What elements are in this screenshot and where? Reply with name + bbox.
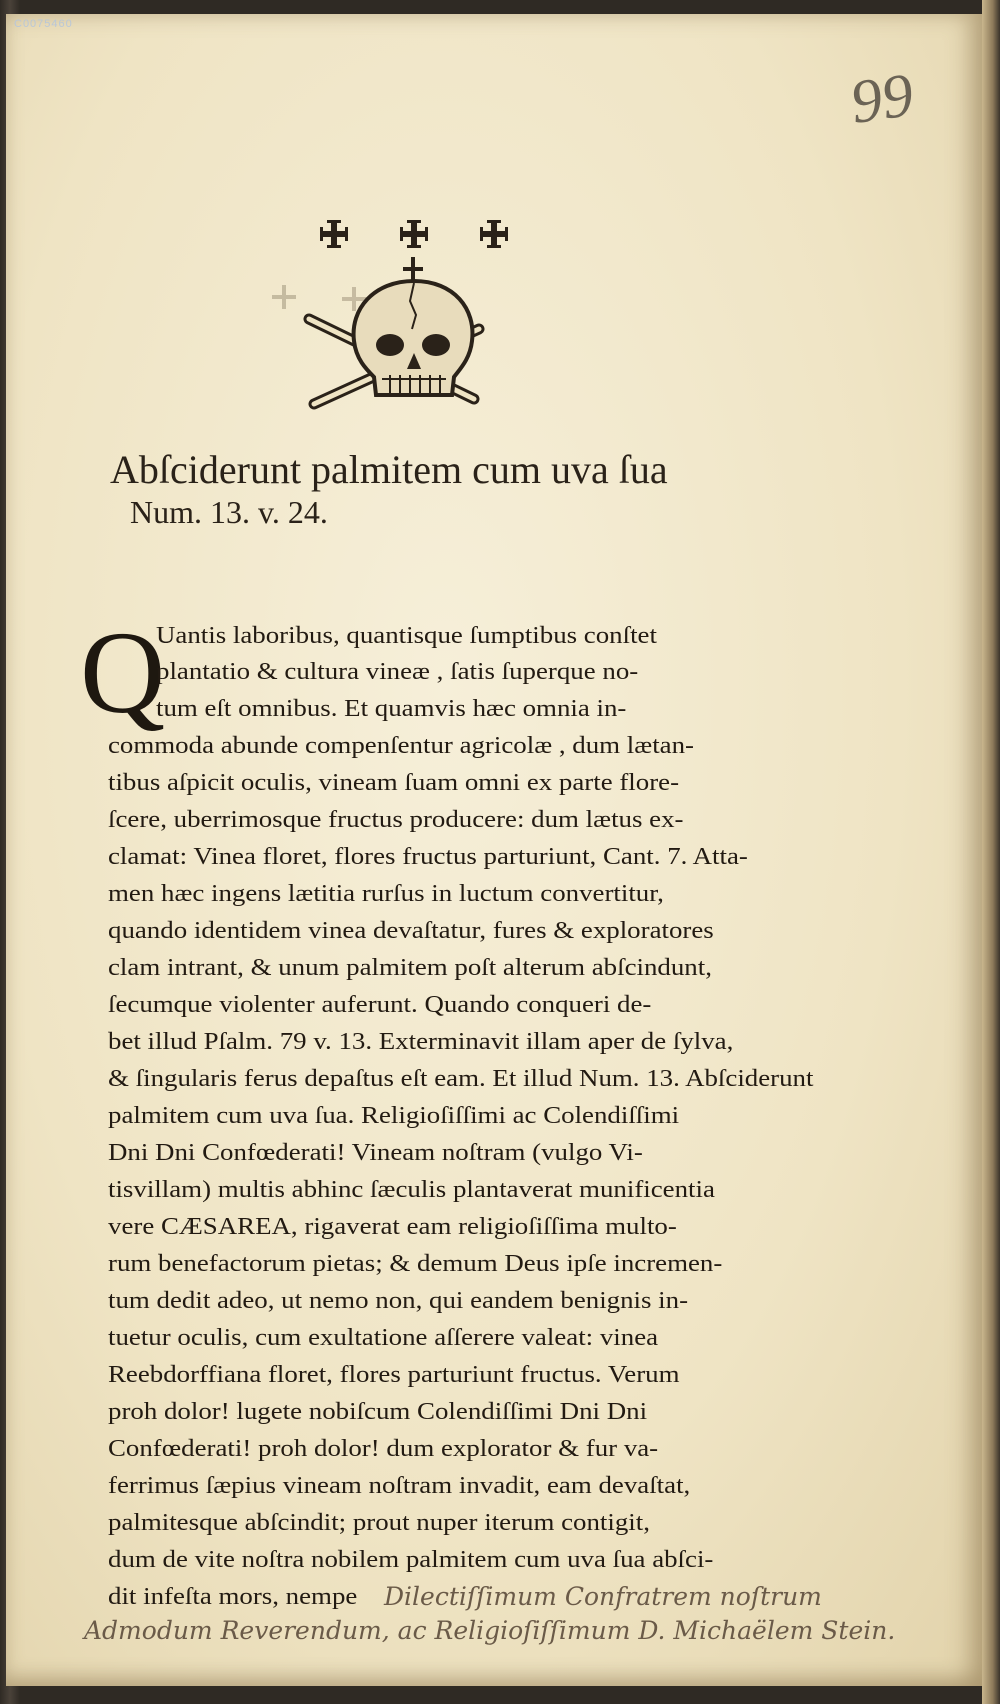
body-line: proh dolor! lugete nobiſcum Colendiſſimi Dni Dni: [108, 1399, 648, 1425]
scan-label: C0075460: [14, 18, 73, 30]
body-line: palmitem cum uva ſua. Religioſiſſimi ac Colendiſſimi: [108, 1103, 680, 1129]
body-line: commoda abunde compenſentur agricolæ , dum lætan-: [108, 733, 694, 759]
drop-cap: Q: [80, 607, 166, 738]
cross-icon: [320, 220, 348, 248]
body-line: bet illud Pſalm. 79 v. 13. Exterminavit illam aper de ſylva,: [108, 1029, 734, 1055]
page-sheet: [6, 14, 982, 1686]
body-line: ſecumque violenter auferunt. Quando conqueri de-: [108, 992, 652, 1018]
body-line: plantatio & cultura vineæ , ſatis ſuperque no-: [156, 659, 639, 685]
body-line: Uantis laboribus, quantisque ſumptibus conſtet: [156, 623, 657, 649]
body-line: clam intrant, & unum palmitem poſt alterum abſcindunt,: [108, 955, 712, 981]
body-line: dum de vite noſtra nobilem palmitem cum uva ſua abſci-: [108, 1547, 714, 1573]
body-line: Dni Dni Confœderati! Vineam noſtram (vulgo Vi-: [108, 1140, 643, 1166]
folio-number: 99: [846, 61, 918, 137]
scripture-reference: Num. 13. v. 24.: [130, 494, 328, 530]
cross-icon: [400, 220, 428, 248]
cross-icon: [480, 220, 508, 248]
body-line: dit infeſta mors, nempe: [108, 1584, 358, 1610]
body-line: quando identidem vinea devaſtatur, fures & exploratores: [108, 918, 714, 944]
body-line: men hæc ingens lætitia rurſus in luctum convertitur,: [108, 881, 664, 907]
body-line: Confœderati! proh dolor! dum explorator & fur va-: [108, 1436, 659, 1462]
body-line: clamat: Vinea floret, flores fructus parturiunt, Cant. 7. Atta-: [108, 844, 748, 870]
body-line: tibus aſpicit oculis, vineam ſuam omni ex parte flore-: [108, 770, 680, 796]
body-line: rum benefactorum pietas; & demum Deus ipſe incremen-: [108, 1251, 723, 1277]
body-line: & ſingularis ferus depaſtus eſt eam. Et illud Num. 13. Abſciderunt: [108, 1066, 814, 1092]
body-line: tuetur oculis, cum exultatione aſſerere valeat: vinea: [108, 1325, 659, 1351]
handwritten-name-line-1: Dilectiſſimum Confratrem noſtrum: [384, 1582, 822, 1611]
body-line: Reebdorffiana floret, flores parturiunt fructus. Verum: [108, 1362, 680, 1388]
faint-cross-icon: [272, 285, 296, 309]
cross-icon: [403, 257, 423, 281]
body-line: vere CÆSAREA, rigaverat eam religioſiſſima multo-: [108, 1214, 677, 1240]
skull-crossbones-emblem: [264, 219, 514, 419]
body-line: tum dedit adeo, ut nemo non, qui eandem benignis in-: [108, 1288, 689, 1314]
page-edge: [982, 0, 1000, 1704]
body-line: ſcere, uberrimosque fructus producere: dum lætus ex-: [108, 807, 684, 833]
handwritten-name-line-2: Admodum Reverendum, ac Religioſiſſimum D. Michaëlem Stein.: [84, 1616, 896, 1645]
body-line: palmitesque abſcindit; prout nuper iterum contigit,: [108, 1510, 650, 1536]
body-line: ferrimus ſæpius vineam noſtram invadit, eam devaſtat,: [108, 1473, 691, 1499]
document-title: Abſciderunt palmitem cum uva ſua: [110, 447, 668, 492]
body-line: tum eſt omnibus. Et quamvis hæc omnia in-: [156, 696, 627, 722]
body-line: tisvillam) multis abhinc ſæculis plantaverat munificentia: [108, 1177, 715, 1203]
